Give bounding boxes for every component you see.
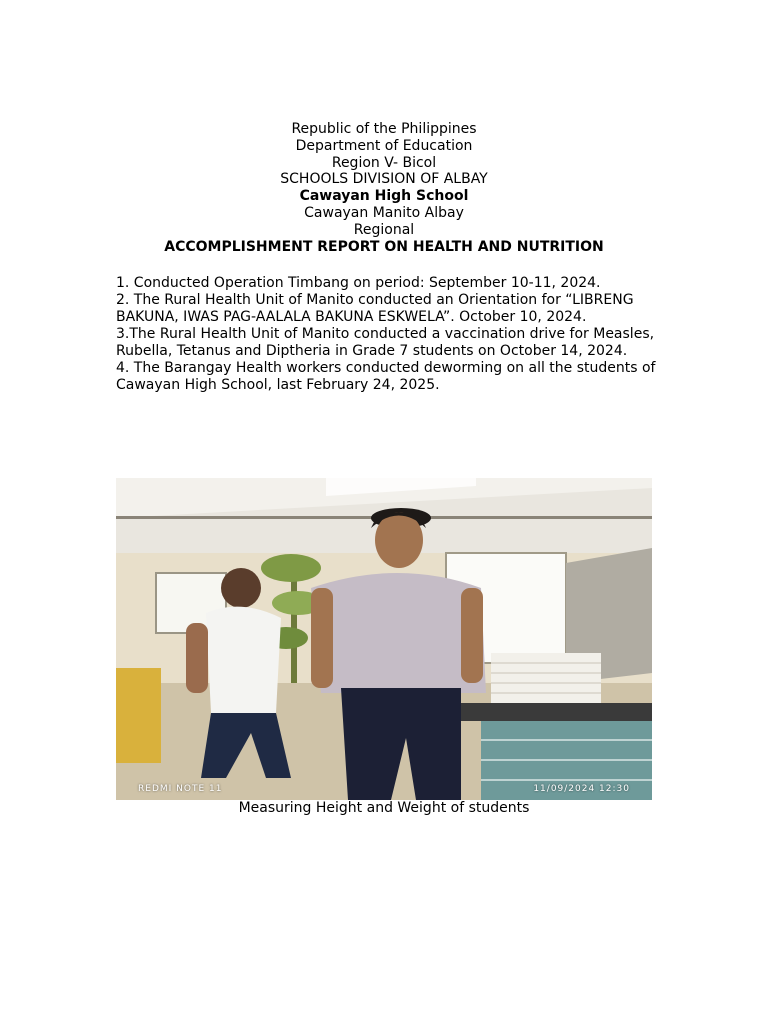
activity-photo (116, 478, 652, 800)
header-division: SCHOOLS DIVISION OF ALBAY (280, 171, 488, 188)
accomplishment-item: 1. Conducted Operation Timbang on period: September 10-11, 2024. (116, 275, 601, 291)
camera-watermark: REDMI NOTE 11 (138, 784, 223, 794)
accomplishment-list (116, 275, 661, 394)
header-region: Region V- Bicol (331, 154, 437, 171)
photo-illustration (116, 478, 652, 800)
photo-timestamp: 11/09/2024 12:30 (533, 784, 630, 794)
report-title: ACCOMPLISHMENT REPORT ON HEALTH AND NUTRITION (164, 238, 604, 255)
header-school-address: Cawayan Manito Albay (304, 204, 464, 221)
accomplishment-item: 3.The Rural Health Unit of Manito conducted a vaccination drive for Measles, Rubella, Tetanus and Diptheria in Grade 7 students on October 14, 2024. (116, 326, 655, 359)
header-school-name: Cawayan High School (299, 188, 469, 205)
header-republic: Republic of the Philippines (291, 121, 477, 137)
accomplishment-item: 4. The Barangay Health workers conducted deworming on all the students of Cawayan High School, last February 24, 2025. (116, 360, 656, 393)
photo-caption: Measuring Height and Weight of students (238, 800, 530, 816)
accomplishment-item: 2. The Rural Health Unit of Manito conducted an Orientation for “LIBRENG BAKUNA, IWAS PAG-AALALA BAKUNA ESKWELA”. October 10, 2024. (116, 292, 634, 325)
header-department: Department of Education (295, 137, 473, 154)
document-header (0, 121, 768, 255)
header-level: Regional (353, 221, 415, 238)
